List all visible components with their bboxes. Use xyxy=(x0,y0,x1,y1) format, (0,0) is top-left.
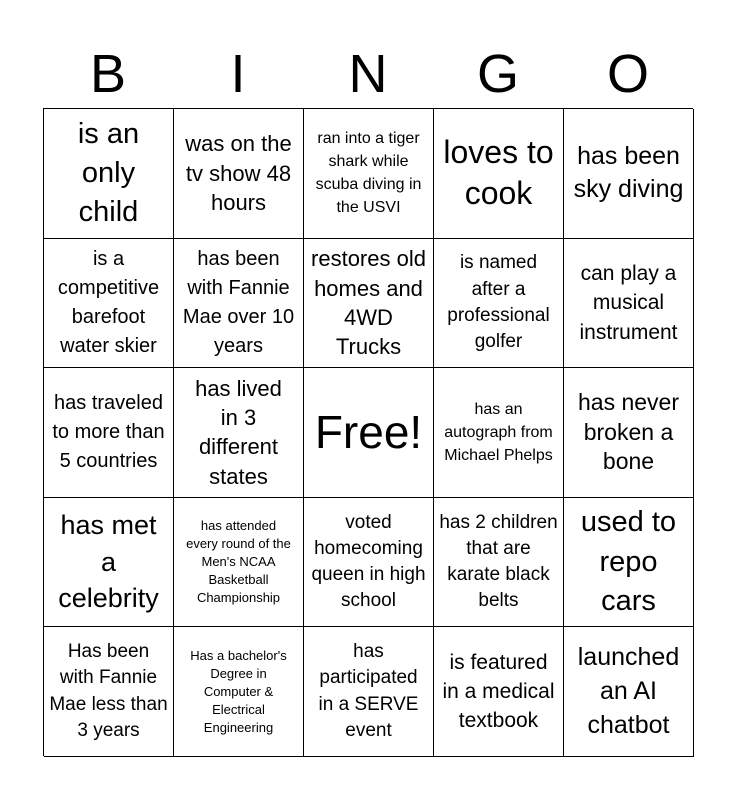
bingo-cell[interactable] xyxy=(174,239,304,369)
bingo-cell[interactable] xyxy=(304,627,434,757)
bingo-cell[interactable] xyxy=(304,498,434,628)
bingo-cell[interactable] xyxy=(44,239,174,369)
bingo-cell[interactable] xyxy=(434,109,564,239)
bingo-cell[interactable] xyxy=(564,498,694,628)
bingo-cell-text: Has a bachelor's Degree in Computer & Electrical Engineering xyxy=(190,647,287,735)
bingo-cell-text: has never broken a bone xyxy=(577,388,679,475)
header-letter-b: B xyxy=(89,44,127,104)
bingo-header xyxy=(43,40,693,108)
bingo-cell[interactable] xyxy=(44,368,174,498)
bingo-cell[interactable] xyxy=(434,498,564,628)
bingo-cell[interactable] xyxy=(434,239,564,369)
free-space-text: Free! xyxy=(314,405,423,458)
bingo-cell[interactable] xyxy=(174,627,304,757)
bingo-cell-text: ran into a tiger shark while scuba diving in the USVI xyxy=(315,129,422,217)
bingo-cell[interactable] xyxy=(564,368,694,498)
bingo-cell[interactable] xyxy=(564,627,694,757)
bingo-cell-text: loves to cook xyxy=(443,133,554,212)
bingo-cell[interactable] xyxy=(304,109,434,239)
bingo-cell-text: can play a musical instrument xyxy=(579,261,678,344)
bingo-cell[interactable] xyxy=(174,498,304,628)
bingo-cell-text: has an autograph from Michael Phelps xyxy=(444,400,553,465)
bingo-cell-text: Has been with Fannie Mae less than 3 years xyxy=(49,641,168,741)
bingo-cell[interactable] xyxy=(44,627,174,757)
bingo-board xyxy=(43,108,693,756)
bingo-cell-text: is named after a professional golfer xyxy=(447,252,550,353)
bingo-cell[interactable] xyxy=(564,109,694,239)
bingo-cell-text: has met a celebrity xyxy=(58,510,159,614)
bingo-cell-text: has lived in 3 different states xyxy=(195,375,282,489)
header-letter-n: N xyxy=(348,44,388,104)
bingo-cell[interactable] xyxy=(304,239,434,369)
bingo-cell[interactable] xyxy=(434,368,564,498)
bingo-cell-text: has been with Fannie Mae over 10 years xyxy=(182,247,295,357)
bingo-cell-text: has traveled to more than 5 countries xyxy=(52,391,165,472)
bingo-cell-free[interactable] xyxy=(304,368,434,498)
bingo-cell-text: is a competitive barefoot water skier xyxy=(57,247,160,357)
bingo-cell-text: is an only child xyxy=(77,117,140,228)
bingo-cell-text: voted homecoming queen in high school xyxy=(311,511,426,612)
bingo-cell-text: was on the tv show 48 hours xyxy=(185,131,292,215)
bingo-cell-text: has attended every round of the Men's NCAA Basketball Championship xyxy=(186,518,291,605)
bingo-cell-text: has been sky diving xyxy=(573,141,684,204)
bingo-cell[interactable] xyxy=(174,109,304,239)
bingo-cell[interactable] xyxy=(564,239,694,369)
bingo-cell-text: restores old homes and 4WD Trucks xyxy=(311,246,426,360)
bingo-cell-text: used to repo cars xyxy=(580,506,677,617)
bingo-cell-text: has 2 children that are karate black belts xyxy=(439,511,558,612)
bingo-cell-text: is featured in a medical textbook xyxy=(442,650,555,733)
bingo-cell-text: has participated in a SERVE event xyxy=(318,641,419,741)
header-letter-g: G xyxy=(476,44,519,104)
bingo-cell[interactable] xyxy=(44,109,174,239)
bingo-cell-text: launched an AI chatbot xyxy=(577,643,680,739)
header-letter-o: O xyxy=(606,44,649,104)
bingo-cell[interactable] xyxy=(44,498,174,628)
header-letter-i: I xyxy=(230,44,246,104)
bingo-cell[interactable] xyxy=(174,368,304,498)
bingo-cell[interactable] xyxy=(434,627,564,757)
